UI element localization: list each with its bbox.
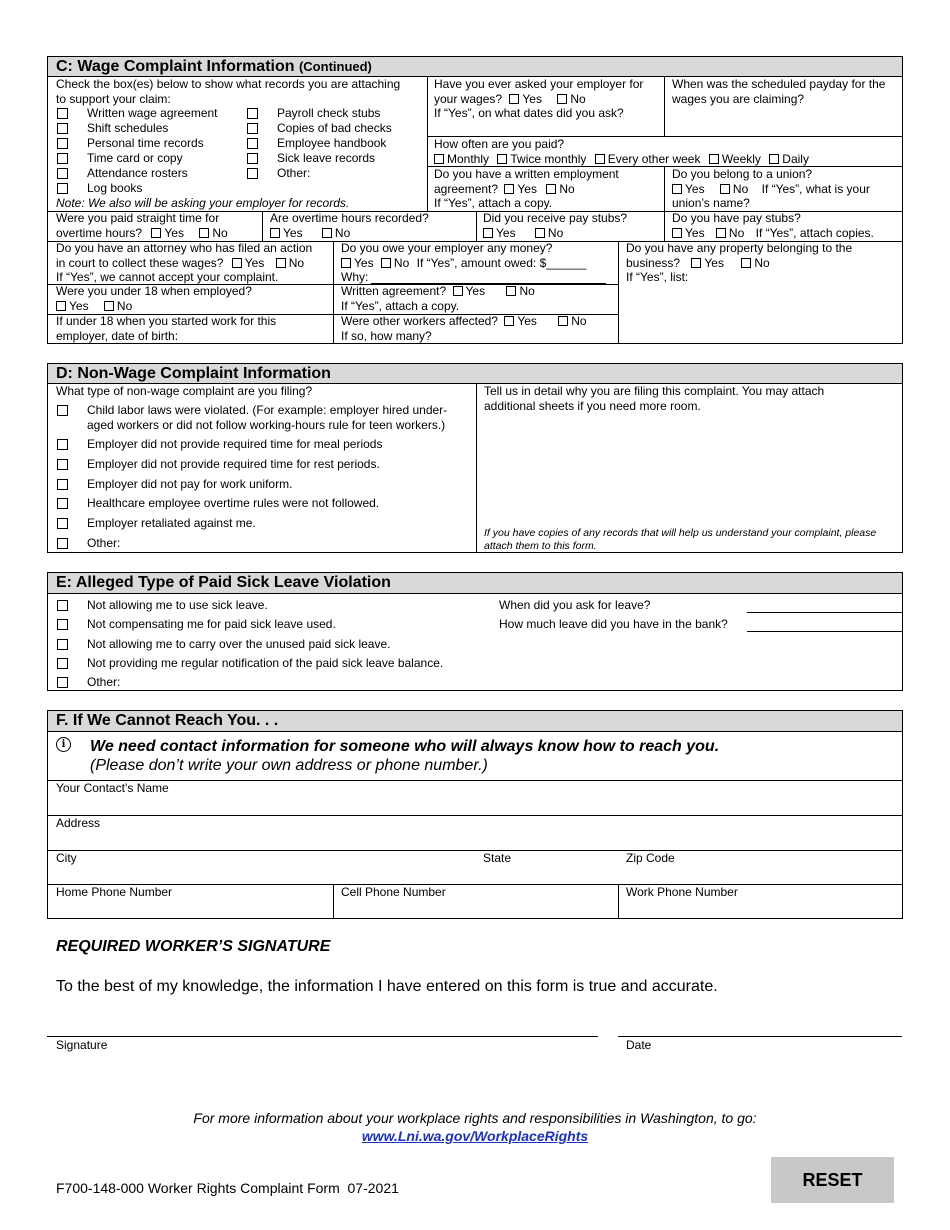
asked-employer-question: Have you ever asked your employer for your wages? Yes No If “Yes”, on what dates did you ask? [434,77,644,120]
label-non-wage-other: Other: [87,536,121,550]
asked-yes-checkbox[interactable] [509,94,519,104]
date-label: Date [626,1038,652,1052]
contact-name-field[interactable] [48,796,902,814]
info-circle-icon: i [56,737,71,752]
straight-no-checkbox[interactable] [199,228,209,238]
cell-phone-field[interactable] [334,900,617,917]
label-time-card: Time card or copy [87,151,183,165]
label-sick-leave-records: Sick leave records [277,151,376,165]
signature-label: Signature [56,1038,108,1052]
label-other-records: Other: [277,166,311,180]
other-workers-question: Were other workers affected? Yes No If so, how many? [341,314,587,343]
home-phone-label: Home Phone Number [56,885,173,899]
checkbox-time-card[interactable] [57,153,68,164]
section-d-header [47,363,903,384]
union-yes-checkbox[interactable] [672,184,682,194]
overtime-yes-checkbox[interactable] [270,228,280,238]
section-c-title-suffix: (Continued) [298,59,372,74]
checkbox-not-carry-over[interactable] [57,639,68,650]
checkbox-payroll-check-stubs[interactable] [247,108,258,119]
state-label: State [483,851,512,865]
signature-statement: To the best of my knowledge, the information I have entered on this form is true and accurate. [56,978,718,995]
label-shift-schedules: Shift schedules [87,121,169,135]
paid-every-other-week-checkbox[interactable] [595,154,605,164]
attorney-question: Do you have an attorney who has filed an action in court to collect these wages? Yes No If “Yes”, we cannot accept your complaint. [56,241,313,284]
attorney-yes-checkbox[interactable] [232,258,242,268]
date-of-birth-question: If under 18 when you started work for this employer, date of birth: [56,314,277,343]
label-rest-periods: Employer did not provide required time for rest periods. [87,457,380,471]
zip-field[interactable] [620,866,902,883]
asked-no-checkbox[interactable] [557,94,567,104]
label-personal-time-records: Personal time records [87,136,204,150]
checkbox-sick-leave-other[interactable] [57,677,68,688]
checkbox-not-notification[interactable] [57,658,68,669]
label-healthcare-overtime: Healthcare employee overtime rules were not followed. [87,496,380,510]
checkbox-meal-periods[interactable] [57,439,68,450]
label-child-labor: Child labor laws were violated. (For example: employer hired under- aged workers or did not follow working-hours rule for teen workers.) [87,403,448,432]
checkbox-healthcare-overtime[interactable] [57,498,68,509]
checkbox-employee-handbook[interactable] [247,138,258,149]
wagree-yes-checkbox[interactable] [453,286,463,296]
complaint-detail-textarea[interactable] [478,415,901,523]
when-asked-leave-label: When did you ask for leave? [499,598,651,612]
others-yes-checkbox[interactable] [504,316,514,326]
label-written-wage-agreement: Written wage agreement [87,106,218,120]
written-agreement-copy-question: Written agreement? Yes No If “Yes”, attach a copy. [341,284,535,313]
paid-daily-checkbox[interactable] [769,154,779,164]
checkbox-non-wage-other[interactable] [57,538,68,549]
non-wage-type-question: What type of non-wage complaint are you filing? [56,384,313,398]
section-c-header [47,56,903,77]
property-yes-checkbox[interactable] [691,258,701,268]
pay-stubs-received-question: Did you receive pay stubs? Yes No [483,211,628,240]
checkbox-log-books[interactable] [57,183,68,194]
label-not-allowing-use: Not allowing me to use sick leave. [87,598,268,612]
label-sick-leave-other: Other: [87,675,121,689]
work-phone-label: Work Phone Number [626,885,738,899]
section-f-header [47,710,903,732]
checkbox-not-compensating[interactable] [57,619,68,630]
straight-time-question: Were you paid straight time for overtime hours? Yes No [56,211,228,240]
checkbox-attendance-rosters[interactable] [57,168,68,179]
havestubs-no-checkbox[interactable] [716,228,726,238]
label-copies-bad-checks: Copies of bad checks [277,121,392,135]
under18-yes-checkbox[interactable] [56,301,66,311]
label-log-books: Log books [87,181,143,195]
checkbox-work-uniform[interactable] [57,479,68,490]
records-note: Note: We also will be asking your employer for records. [56,196,350,210]
wagree-no-checkbox[interactable] [506,286,516,296]
overtime-recorded-question: Are overtime hours recorded? Yes No [270,211,429,240]
checkbox-sick-leave-records[interactable] [247,153,258,164]
leave-in-bank-field[interactable] [747,631,902,632]
form-id: F700-148-000 Worker Rights Complaint Form 07-2021 [56,1180,399,1196]
attorney-no-checkbox[interactable] [276,258,286,268]
complaint-detail-instructions: Tell us in detail why you are filing this complaint. You may attach additional sheets if you need more room. [484,384,825,413]
work-phone-field[interactable] [619,900,902,917]
checkbox-rest-periods[interactable] [57,459,68,470]
city-label: City [56,851,77,865]
checkbox-child-labor[interactable] [57,405,68,416]
date-field[interactable] [618,1036,902,1037]
state-field[interactable] [476,866,616,883]
under-18-question: Were you under 18 when employed? Yes No [56,284,252,313]
property-no-checkbox[interactable] [741,258,751,268]
checkbox-retaliated[interactable] [57,518,68,529]
how-often-paid: How often are you paid? Monthly Twice monthly Every other week Weekly Daily [434,137,809,166]
paystubs-no-checkbox[interactable] [535,228,545,238]
others-no-checkbox[interactable] [558,316,568,326]
checkbox-shift-schedules[interactable] [57,123,68,134]
paid-weekly-checkbox[interactable] [709,154,719,164]
owe-no-checkbox[interactable] [381,258,391,268]
zip-label: Zip Code [626,851,675,865]
under18-no-checkbox[interactable] [104,301,114,311]
contact-name-label: Your Contact’s Name [56,781,169,795]
city-field[interactable] [48,866,468,883]
paid-monthly-checkbox[interactable] [434,154,444,164]
signature-heading: REQUIRED WORKER’S SIGNATURE [56,938,331,955]
label-payroll-check-stubs: Payroll check stubs [277,106,381,120]
owe-employer-question: Do you owe your employer any money? Yes No If “Yes”, amount owed: $______ Why: [341,241,587,284]
leave-in-bank-label: How much leave did you have in the bank? [499,617,728,631]
union-no-checkbox[interactable] [720,184,730,194]
label-not-notification: Not providing me regular notification of the paid sick leave balance. [87,656,444,670]
label-employee-handbook: Employee handbook [277,136,387,150]
home-phone-field[interactable] [48,900,332,917]
cell-phone-label: Cell Phone Number [341,885,446,899]
label-attendance-rosters: Attendance rosters [87,166,188,180]
section-e-title: E: Alleged Type of Paid Sick Leave Violation [56,574,391,591]
reset-button[interactable]: RESET [771,1157,894,1203]
property-question: Do you have any property belonging to the business? Yes No If “Yes”, list: [626,241,853,284]
address-label: Address [56,816,101,830]
label-not-carry-over: Not allowing me to carry over the unused paid sick leave. [87,637,391,651]
paystubs-yes-checkbox[interactable] [483,228,493,238]
label-meal-periods: Employer did not provide required time for meal periods [87,437,383,451]
when-asked-leave-field[interactable] [747,612,902,613]
union-question: Do you belong to a union? Yes No If “Yes”, what is your union’s name? [672,167,870,210]
section-c-title: C: Wage Complaint Information [56,58,295,75]
label-not-compensating: Not compensating me for paid sick leave used. [87,617,336,631]
payday-question: When was the scheduled payday for the wages you are claiming? [672,77,886,106]
overtime-no-checkbox[interactable] [322,228,332,238]
label-retaliated: Employer retaliated against me. [87,516,256,530]
checkbox-personal-time-records[interactable] [57,138,68,149]
contact-notice: We need contact information for someone who will always know how to reach you. (Please don’t write your own address or phone number.) [90,738,720,774]
section-d-title: D: Non-Wage Complaint Information [56,365,331,382]
written-agreement-question: Do you have a written employment agreement? Yes No If “Yes”, attach a copy. [434,167,619,210]
more-info-text: For more information about your workplace rights and responsibilities in Washington, to go: [193,1110,757,1126]
label-work-uniform: Employer did not pay for work uniform. [87,477,293,491]
paid-twice-monthly-checkbox[interactable] [497,154,507,164]
address-field[interactable] [48,831,902,849]
workplace-rights-link[interactable]: www.Lni.wa.gov/WorkplaceRights [361,1128,589,1144]
section-e-header [47,572,903,594]
havestubs-yes-checkbox[interactable] [672,228,682,238]
checkbox-written-wage-agreement[interactable] [57,108,68,119]
workplace-rights-link-wrap [0,1128,950,1144]
signature-field[interactable] [47,1036,598,1037]
written-yes-checkbox[interactable] [504,184,514,194]
checkbox-not-allowing-use[interactable] [57,600,68,611]
checkbox-copies-bad-checks[interactable] [247,123,258,134]
written-no-checkbox[interactable] [546,184,556,194]
section-f-title: F. If We Cannot Reach You. . . [56,712,279,729]
owe-yes-checkbox[interactable] [341,258,351,268]
records-prompt: Check the box(es) below to show what records you are attaching to support your claim: [56,77,401,106]
checkbox-other-records[interactable] [247,168,258,179]
have-pay-stubs-question: Do you have pay stubs? Yes No If “Yes”, attach copies. [672,211,874,240]
records-attach-note: If you have copies of any records that will help us understand your complaint, please attach them to this form. [484,527,877,552]
straight-yes-checkbox[interactable] [151,228,161,238]
